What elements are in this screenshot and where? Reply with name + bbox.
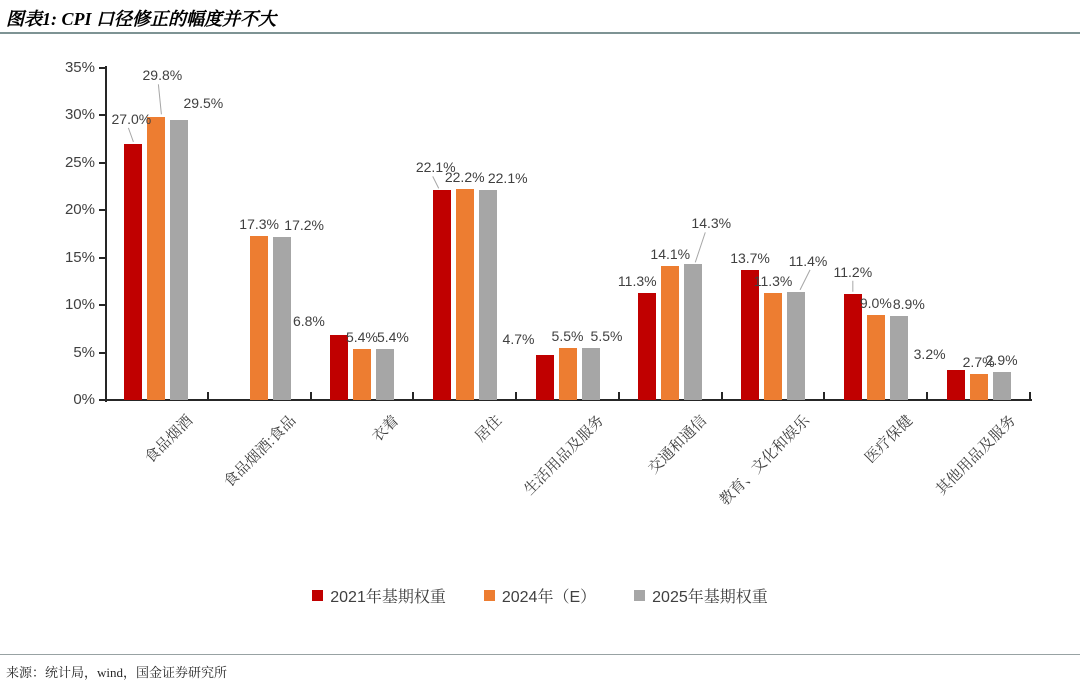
data-label: 29.5% xyxy=(183,95,224,112)
bar xyxy=(170,120,188,400)
y-axis-tick xyxy=(99,352,105,354)
data-label: 5.4% xyxy=(376,328,409,345)
bar xyxy=(147,117,165,400)
bar xyxy=(787,292,805,400)
data-label: 17.3% xyxy=(239,215,279,232)
data-label: 5.5% xyxy=(551,327,584,344)
x-axis-tick xyxy=(618,392,620,400)
data-label: 3.2% xyxy=(913,345,946,362)
x-axis-tick xyxy=(310,392,312,400)
legend-label: 2024年（E） xyxy=(501,589,597,606)
x-category-label: 教育、文化和娱乐 xyxy=(716,412,814,510)
chart-legend xyxy=(0,584,1080,607)
legend-item xyxy=(634,584,768,607)
data-label: 27.0% xyxy=(111,110,152,127)
x-category-label: 衣着 xyxy=(368,412,403,446)
y-tick-label: 25% xyxy=(64,153,95,171)
bar xyxy=(536,355,554,400)
y-tick-label: 0% xyxy=(73,391,95,408)
legend-swatch xyxy=(312,590,323,601)
bar xyxy=(993,372,1011,400)
y-tick-label: 35% xyxy=(64,59,95,76)
legend-swatch xyxy=(484,590,495,601)
x-axis-tick xyxy=(207,392,209,400)
data-label: 14.3% xyxy=(691,215,732,232)
data-label: 2.9% xyxy=(985,352,1018,369)
x-axis-tick xyxy=(721,392,723,400)
x-axis-tick xyxy=(926,392,928,400)
x-axis-tick xyxy=(412,392,414,400)
data-label: 5.4% xyxy=(345,328,378,345)
legend-item xyxy=(312,584,446,607)
x-category-label: 生活用品及服务 xyxy=(521,412,608,499)
y-axis-tick xyxy=(99,209,105,211)
bar xyxy=(433,190,451,400)
x-category-label: 食品烟酒 xyxy=(142,412,197,467)
bar xyxy=(376,349,394,400)
data-label: 17.2% xyxy=(284,216,324,233)
y-tick-label: 15% xyxy=(64,248,95,266)
x-category-label: 其他用品及服务 xyxy=(932,412,1019,499)
bar xyxy=(250,236,268,400)
y-tick-label: 30% xyxy=(64,106,95,124)
bar xyxy=(970,374,988,400)
x-category-label: 交通和通信 xyxy=(645,412,711,478)
data-label: 8.9% xyxy=(892,295,925,312)
y-tick-label: 20% xyxy=(64,201,95,219)
y-axis-tick xyxy=(99,399,105,401)
x-axis-tick xyxy=(823,392,825,400)
legend-item xyxy=(484,584,596,607)
bar xyxy=(684,264,702,400)
data-label: 9.0% xyxy=(859,294,892,311)
leader-line xyxy=(800,270,810,290)
data-label: 11.3% xyxy=(753,272,793,289)
data-label: 5.5% xyxy=(590,327,623,344)
bar xyxy=(456,189,474,400)
legend-label: 2025年基期权重 xyxy=(652,589,768,606)
data-label: 29.8% xyxy=(142,67,183,84)
bar xyxy=(867,315,885,400)
data-label: 14.1% xyxy=(650,246,691,263)
legend-label: 2021年基期权重 xyxy=(330,589,446,606)
data-label: 22.2% xyxy=(444,169,485,186)
data-label: 11.4% xyxy=(788,252,828,269)
data-label: 22.1% xyxy=(487,170,528,187)
data-label: 22.1% xyxy=(415,159,456,176)
data-label: 2.7% xyxy=(962,354,995,371)
bar xyxy=(638,293,656,400)
bar xyxy=(947,370,965,400)
y-axis-tick xyxy=(99,162,105,164)
bar xyxy=(124,144,142,400)
y-tick-label: 10% xyxy=(64,296,95,314)
leader-line xyxy=(128,128,133,142)
bar xyxy=(353,349,371,400)
x-axis-tick xyxy=(515,392,517,400)
bar xyxy=(741,270,759,400)
data-label: 13.7% xyxy=(730,250,770,267)
legend-swatch xyxy=(634,590,645,601)
data-label: 6.8% xyxy=(292,313,325,330)
footer-divider xyxy=(0,654,1080,655)
x-category-label: 医疗保健 xyxy=(861,412,916,467)
y-tick-label: 5% xyxy=(73,343,95,361)
figure-title: 图表1: CPI 口径修正的幅度并不大 xyxy=(6,9,276,29)
bar xyxy=(582,348,600,400)
data-label: 11.3% xyxy=(617,272,657,289)
y-axis-tick xyxy=(99,257,105,259)
x-category-label: 食品烟酒:食品 xyxy=(220,412,300,491)
x-axis-tick xyxy=(1029,392,1031,400)
bar xyxy=(479,190,497,400)
y-axis-tick xyxy=(99,67,105,69)
bar xyxy=(559,348,577,400)
bar xyxy=(764,293,782,400)
bar xyxy=(330,335,348,400)
data-label: 11.2% xyxy=(833,263,873,280)
source-note: 来源：统计局，wind，国金证券研究所 xyxy=(6,665,228,680)
y-axis-tick xyxy=(99,304,105,306)
leader-line xyxy=(158,84,161,114)
x-category-label: 居住 xyxy=(471,412,505,446)
data-label: 4.7% xyxy=(502,331,535,348)
